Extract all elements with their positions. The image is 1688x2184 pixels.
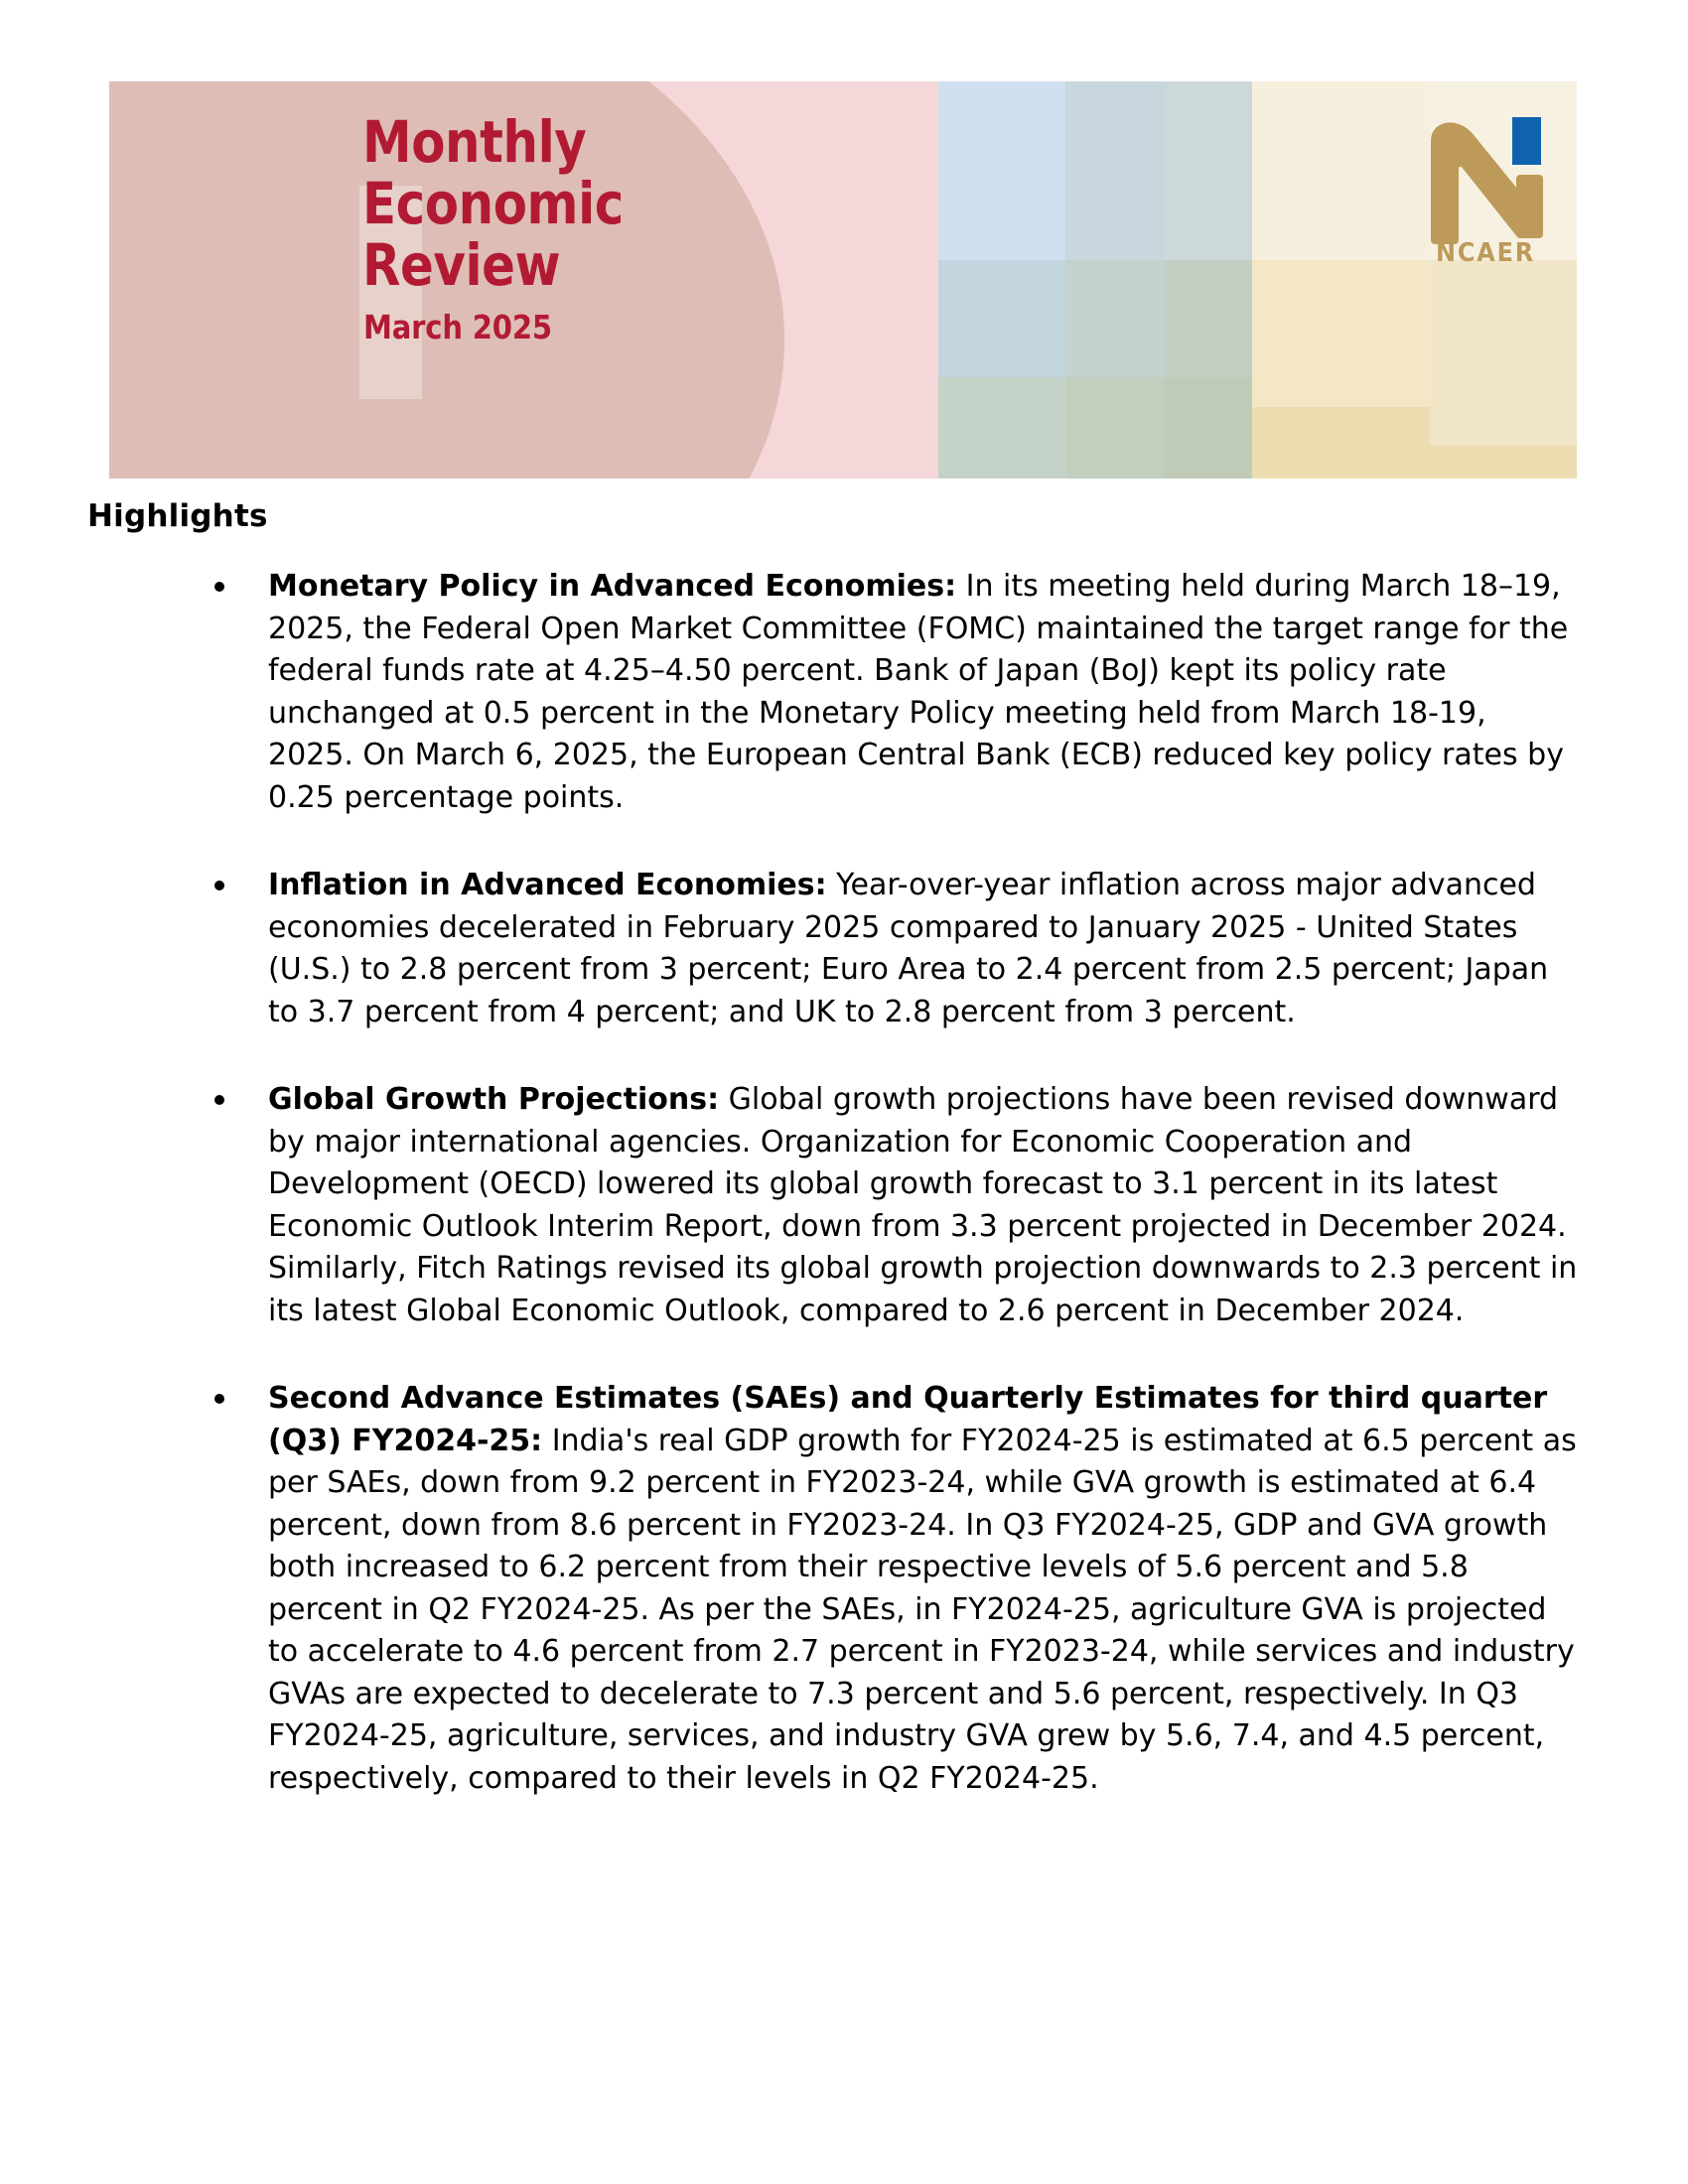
- banner-title-line-3: Review: [362, 231, 561, 299]
- banner-block-green-8: [1165, 377, 1252, 478]
- banner-issue-date: March 2025: [363, 308, 552, 346]
- banner-block-green-1: [1065, 81, 1165, 260]
- banner-title-line-1: Monthly: [362, 108, 587, 176]
- highlight-lead-label: Global Growth Projections:: [268, 1082, 720, 1117]
- highlight-body-text: India's real GDP growth for FY2024-25 is estimated at 6.5 percent as per SAEs, down from 9.2 percent in FY2023-24, while GVA growth is estimated at 6.4 percent, down from 8.6 percent in FY2023-24. In Q3 FY2024-25, GDP and GVA growth both increased to 6.2 percent from their respective levels of 5.6 percent and 5.8 percent in Q2 FY2024-25. As per the SAEs, in FY2024-25, agriculture GVA is projected to accelerate to 4.6 percent from 2.7 percent in FY2023-24, while services and industry GVAs are expected to decelerate to 7.3 percent and 5.6 percent, respectively. In Q3 FY2024-25, agriculture, services, and industry GVA grew by 5.6, 7.4, and 4.5 percent, respectively, compared to their levels in Q2 FY2024-25.: [268, 1423, 1577, 1796]
- banner-block-green-4: [938, 377, 1065, 478]
- banner-block-green-7: [1165, 260, 1252, 377]
- banner-block-green-2: [1065, 260, 1165, 377]
- banner-block-green-3: [938, 260, 1065, 377]
- bullet-dot-icon: [214, 1095, 224, 1105]
- page-title: Highlights: [87, 498, 268, 534]
- banner-title-line-2: Economic: [362, 170, 624, 237]
- bullet-dot-icon: [214, 582, 224, 592]
- highlight-body-text: In its meeting held during March 18–19, 2025, the Federal Open Market Committee (FOMC) maintained the target range for the federal funds rate at 4.25–4.50 percent. Bank of Japan (BoJ) kept its policy rate unchanged at 0.5 percent in the Monetary Policy meeting held from March 18-19, 2025. On March 6, 2025, the European Central Bank (ECB) reduced key policy rates by 0.25 percentage points.: [268, 569, 1569, 815]
- list-item: [0, 1378, 1688, 1800]
- ncaer-logo-wordmark: NCAER: [1435, 238, 1536, 268]
- banner-block-green-5: [1065, 377, 1165, 478]
- document-body: [0, 496, 1688, 1845]
- bullet-dot-icon: [214, 881, 224, 890]
- banner-rose-fill-shape: [109, 81, 308, 478]
- banner-title: [362, 108, 773, 299]
- highlight-body-text: Year-over-year inflation across major advanced economies decelerated in February 2025 compared to January 2025 - United States (U.S.) to 2.8 percent from 3 percent; Euro Area to 2.4 percent from 2.5 percent; Japan to 3.7 percent from 4 percent; and UK to 2.8 percent from 3 percent.: [268, 868, 1549, 1029]
- banner-block-green-6: [1165, 81, 1252, 260]
- report-banner: [109, 81, 1577, 478]
- highlight-body-text: Global growth projections have been revised downward by major international agencies. Organization for Economic Cooperation and Development (OECD) lowered its global growth forecast to 3.1 percent in its latest Economic Outlook Interim Report, down from 3.3 percent projected in December 2024. Similarly, Fitch Ratings revised its global growth projection downwards to 2.3 percent in its latest Global Economic Outlook, compared to 2.6 percent in December 2024.: [268, 1082, 1578, 1328]
- list-item: [0, 1079, 1688, 1332]
- list-item: [0, 566, 1688, 819]
- banner-block-cream-right-mid: [1430, 260, 1577, 445]
- highlights-list: [0, 566, 1688, 1800]
- highlight-lead-label: Inflation in Advanced Economies:: [268, 868, 827, 902]
- highlight-lead-label: Second Advance Estimates (SAEs) and Quarterly Estimates for third quarter (Q3) FY2024-25:: [268, 1381, 1548, 1458]
- list-item: [0, 865, 1688, 1033]
- bullet-dot-icon: [214, 1394, 224, 1404]
- highlight-lead-label: Monetary Policy in Advanced Economies:: [268, 569, 957, 604]
